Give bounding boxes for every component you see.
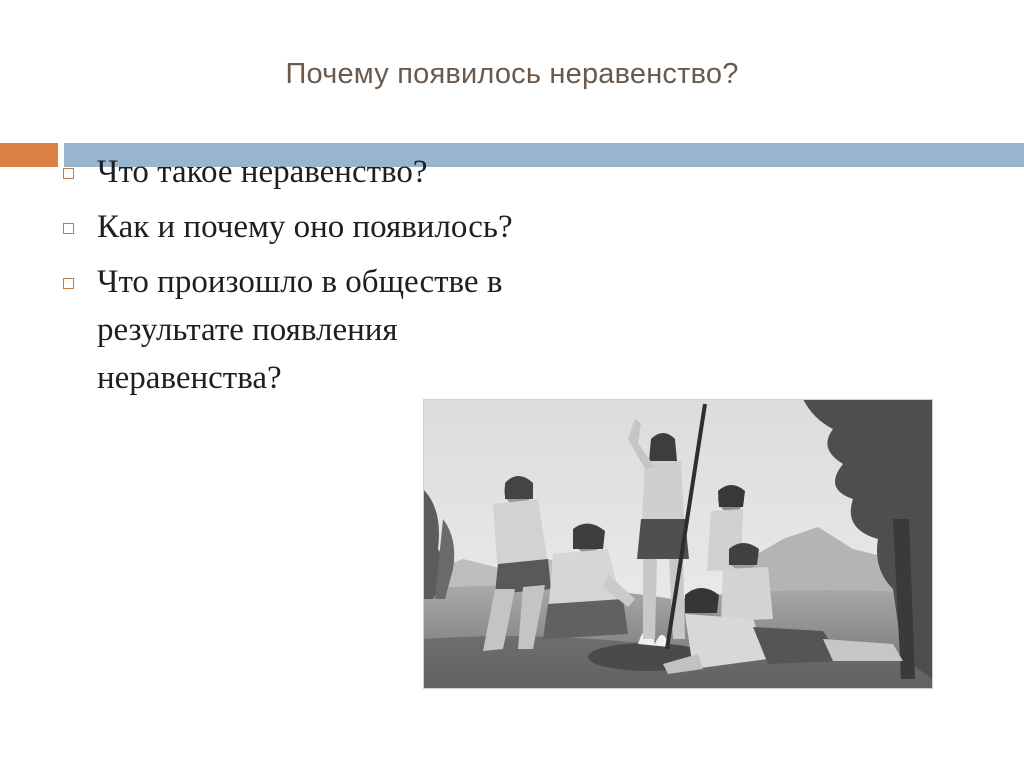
primitive-people-illustration: [423, 399, 933, 689]
slide-title: Почему появилось неравенство?: [285, 58, 739, 90]
square-bullet-icon: [63, 278, 74, 289]
bullet-list: [60, 148, 580, 409]
square-bullet-icon: [63, 223, 74, 234]
accent-bar-orange: [0, 143, 58, 167]
bullet-text: Что такое неравенство?: [97, 154, 428, 190]
bullet-text: Как и почему оно появилось?: [97, 209, 513, 245]
bullet-text: Что произошло в обществе в результате появления неравенства?: [97, 264, 503, 396]
square-bullet-icon: [63, 168, 74, 179]
bullet-item: [60, 148, 580, 196]
bullet-item: [60, 203, 580, 251]
bullet-item: [60, 258, 580, 402]
